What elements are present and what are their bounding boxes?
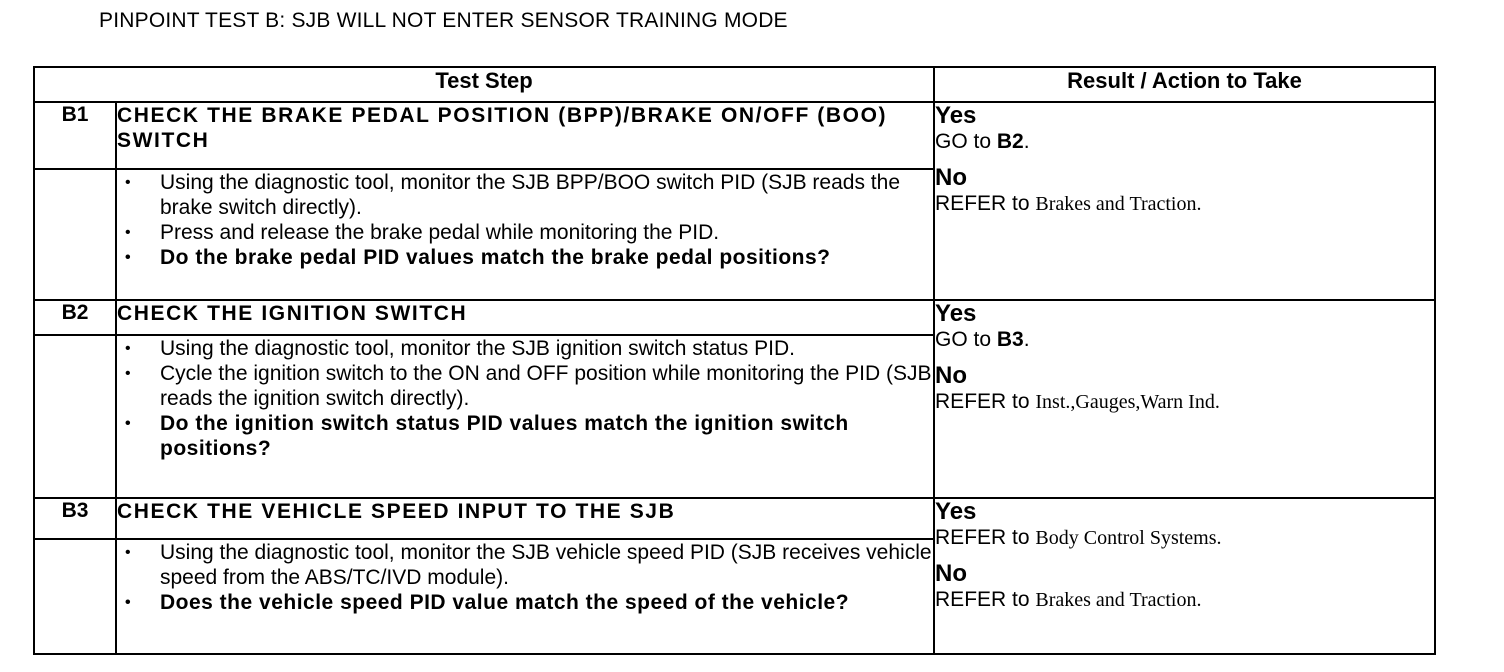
result-cell <box>934 300 1435 498</box>
question-item: • Do the brake pedal PID values match the brake pedal positions? <box>125 245 831 269</box>
step-link[interactable]: B3 <box>996 328 1024 351</box>
result-cell <box>934 102 1435 300</box>
step-title-row <box>34 102 1435 169</box>
step-title: CHECK THE BRAKE PEDAL POSITION (BPP)/BRAKE ON/OFF (BOO) SWITCH <box>116 102 934 169</box>
no-action: REFER to Brakes and Traction. <box>935 588 1202 611</box>
yes-label: Yes <box>935 498 977 525</box>
yes-label: Yes <box>935 102 977 129</box>
step-instructions <box>116 539 934 655</box>
step-link[interactable]: B2 <box>996 130 1024 153</box>
step-number: B1 <box>34 102 116 169</box>
step-instructions <box>116 335 934 498</box>
no-label: No <box>935 164 968 191</box>
reference-link[interactable]: Brakes and Traction. <box>1035 193 1202 215</box>
question-item: • Do the ignition switch status PID values match the ignition switch positions? <box>125 411 849 460</box>
question-item: • Does the vehicle speed PID value match the speed of the vehicle? <box>125 590 850 614</box>
step-title: CHECK THE IGNITION SWITCH <box>116 300 934 335</box>
yes-action: GO to B2. <box>935 130 1030 153</box>
step-number: B2 <box>34 300 116 335</box>
yes-label: Yes <box>935 300 977 327</box>
step-title-row <box>34 300 1435 335</box>
header-row <box>34 67 1435 102</box>
reference-link[interactable]: Inst.,Gauges,Warn Ind. <box>1035 391 1220 413</box>
step-number: B3 <box>34 498 116 539</box>
instruction-item: • Cycle the ignition switch to the ON and OFF position while monitoring the PID (SJB reads the ignition switch directly). <box>125 361 932 410</box>
instruction-item: • Using the diagnostic tool, monitor the SJB BPP/BOO switch PID (SJB reads the brake switch directly). <box>125 170 900 219</box>
instruction-item: • Using the diagnostic tool, monitor the SJB vehicle speed PID (SJB receives vehicle speed from the ABS/TC/IVD module). <box>125 540 932 589</box>
no-action: REFER to Brakes and Traction. <box>935 192 1202 215</box>
reference-link[interactable]: Body Control Systems. <box>1035 527 1222 549</box>
result-header: Result / Action to Take <box>934 67 1435 102</box>
page-title: PINPOINT TEST B: SJB WILL NOT ENTER SENSOR TRAINING MODE <box>99 9 788 32</box>
no-label: No <box>935 362 968 389</box>
instruction-item: • Using the diagnostic tool, monitor the SJB ignition switch status PID. <box>125 336 795 360</box>
test-step-header: Test Step <box>34 67 934 102</box>
step-title: CHECK THE VEHICLE SPEED INPUT TO THE SJB <box>116 498 934 539</box>
no-label: No <box>935 560 968 587</box>
pinpoint-test-table <box>33 66 1436 655</box>
reference-link[interactable]: Brakes and Traction. <box>1035 589 1202 611</box>
result-cell <box>934 498 1435 654</box>
yes-action: GO to B3. <box>935 328 1030 351</box>
step-title-row <box>34 498 1435 539</box>
instruction-item: • Press and release the brake pedal while monitoring the PID. <box>125 220 720 244</box>
no-action: REFER to Inst.,Gauges,Warn Ind. <box>935 390 1220 413</box>
step-instructions <box>116 169 934 300</box>
yes-action: REFER to Body Control Systems. <box>935 526 1222 549</box>
